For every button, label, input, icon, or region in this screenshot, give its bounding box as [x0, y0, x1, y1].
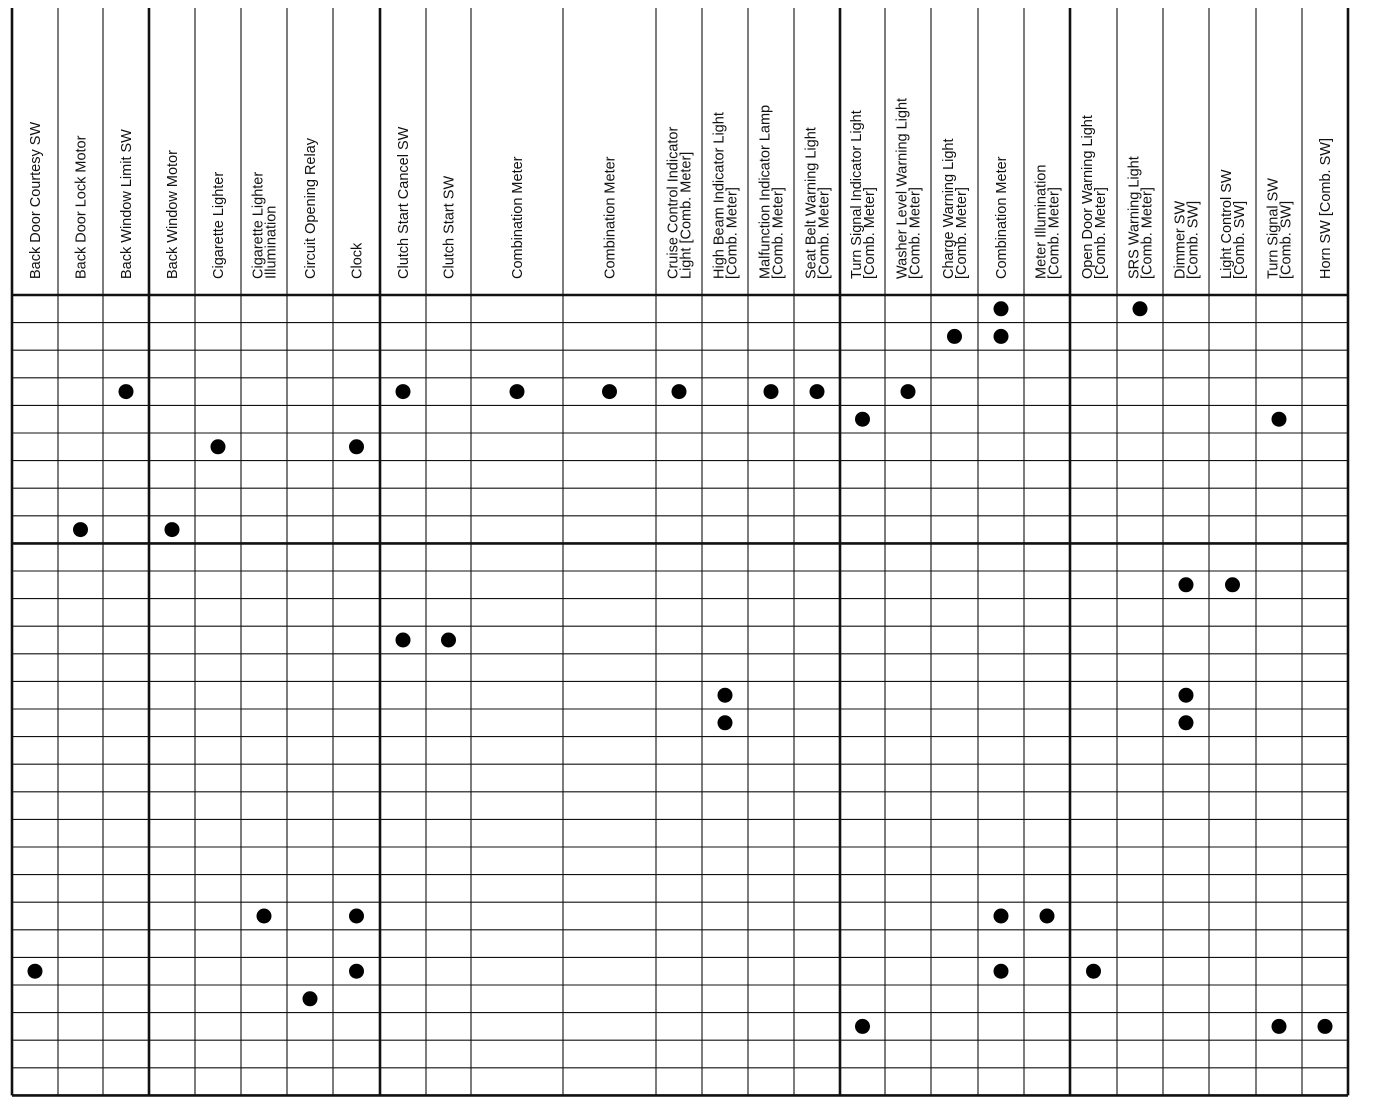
matrix-dot [303, 991, 318, 1006]
column-header-label: Clock [349, 242, 366, 279]
matrix-dot [1040, 909, 1055, 924]
matrix-dot [718, 715, 733, 730]
column-header-label: [Comb. Meter] [770, 187, 787, 279]
matrix-dot [1225, 577, 1240, 592]
column-header-label: [Comb. Meter] [954, 187, 970, 279]
column-header-label: Washer Level Warning Light [894, 97, 911, 279]
column-header-label: Back Window Limit SW [119, 129, 135, 279]
matrix-dots [28, 301, 1333, 1034]
column-header-label: Circuit Opening Relay [303, 137, 319, 279]
matrix-dot [441, 633, 456, 648]
column-header-label: Malfunction Indicator Lamp [757, 104, 774, 279]
column-header-label: [Comb. Meter] [816, 187, 833, 279]
matrix-dot [994, 909, 1009, 924]
column-header-label: [Comb. Meter] [724, 187, 741, 279]
column-header-label: Cruise Control Indicator [665, 126, 682, 279]
matrix-dot [349, 964, 364, 979]
column-header-label: Combination Meter [510, 156, 526, 279]
column-headers [28, 98, 1334, 279]
column-header-label: [Comb. SW] [1232, 200, 1248, 279]
matrix-dot [257, 909, 272, 924]
matrix-dot [1318, 1019, 1333, 1034]
matrix-dot [994, 964, 1009, 979]
column-header-label: Turn Signal Indicator Light [849, 110, 865, 279]
column-header-label: [Comb. Meter] [862, 187, 878, 279]
column-header-label: Meter Illumination [1033, 164, 1050, 279]
matrix-dot [1179, 577, 1194, 592]
matrix-dot [211, 439, 226, 454]
column-header-label: Back Window Motor [165, 150, 181, 279]
matrix-dot [810, 384, 825, 399]
matrix-dot [73, 522, 88, 537]
column-header-label: [Comb. Meter] [1139, 187, 1156, 279]
column-header-label: [Comb. SW] [1278, 200, 1295, 279]
matrix-dot [901, 384, 916, 399]
matrix-dot [718, 688, 733, 703]
matrix-dot [1272, 412, 1287, 427]
column-header-label: Open Door Warning Light [1080, 115, 1096, 279]
column-header-label: Turn Signal SW [1265, 178, 1282, 279]
matrix-dot [1133, 301, 1148, 316]
matrix-dot [1272, 1019, 1287, 1034]
matrix-dot [349, 439, 364, 454]
matrix-dot [947, 329, 962, 344]
matrix-dot [994, 329, 1009, 344]
column-header-label: Combination Meter [994, 156, 1010, 279]
matrix-dot [510, 384, 525, 399]
column-header-label: Dimmer SW [1172, 200, 1189, 279]
column-header-label: SRS Warning Light [1126, 156, 1143, 279]
matrix-dot [764, 384, 779, 399]
column-header-label: Clutch Start SW [441, 175, 458, 279]
matrix-dot [396, 384, 411, 399]
matrix-dot [994, 301, 1009, 316]
matrix-dot [672, 384, 687, 399]
matrix-dot [28, 964, 43, 979]
column-header-label: High Beam Indicator Light [711, 112, 728, 279]
matrix-dot [1179, 715, 1194, 730]
matrix-dot [1179, 688, 1194, 703]
column-header-label: Cigarette Lighter [250, 171, 267, 279]
column-header-label: [Comb. Meter] [907, 187, 924, 279]
column-header-label: Light [Comb. Meter] [678, 151, 695, 279]
column-header-label: Seat Belt Warning Light [803, 127, 820, 279]
column-header-label: Back Door Courtesy SW [28, 121, 44, 279]
matrix-dot [349, 909, 364, 924]
column-header-label: Horn SW [Comb. SW] [1318, 138, 1334, 279]
column-header-label: [Comb. SW] [1185, 200, 1202, 279]
column-header-label: [Comb. Meter] [1093, 187, 1109, 279]
column-header-label: Back Door Lock Motor [73, 135, 90, 279]
column-header-label: Illumination [263, 205, 280, 279]
matrix-dot [119, 384, 134, 399]
column-header-label: [Comb. Meter] [1046, 187, 1063, 279]
column-header-label: Clutch Start Cancel SW [396, 126, 412, 279]
column-header-label: Cigarette Lighter [211, 171, 227, 279]
matrix-dot [602, 384, 617, 399]
matrix-dot [855, 1019, 870, 1034]
matrix-dot [396, 633, 411, 648]
matrix-dot [165, 522, 180, 537]
column-header-label: Combination Meter [602, 156, 619, 279]
matrix-dot [855, 412, 870, 427]
matrix-dot [1086, 964, 1101, 979]
column-header-label: Charge Warning Light [941, 138, 957, 279]
column-header-label: Light Control SW [1219, 169, 1235, 279]
